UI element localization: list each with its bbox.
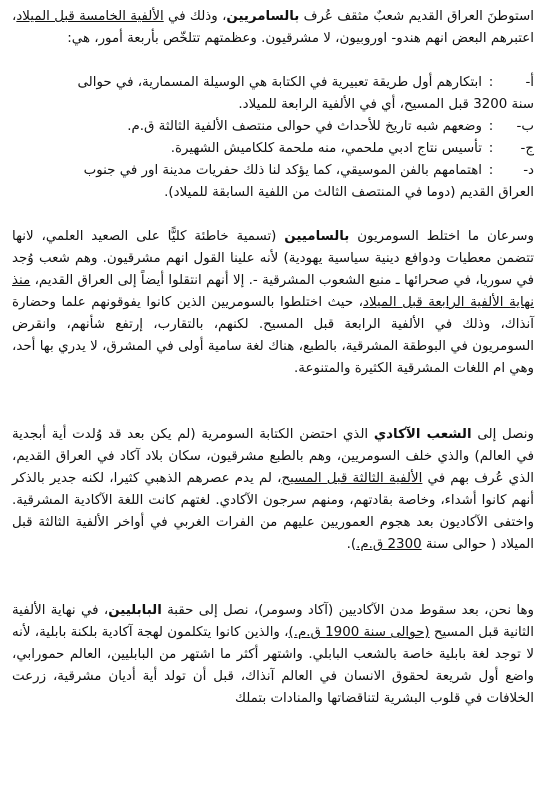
list-item-continuation: سنة 3200 قبل المسيح، أي في الألفية الرابعة للميلاد. (238, 97, 534, 112)
paragraph-text: ، في نهاية الألفية الثانية قبل المسيح (12, 603, 534, 640)
list-item-letter: ب- (516, 119, 534, 134)
list-item-alef (12, 72, 534, 94)
intro-text: استوطنَ العراق القديم شعبٌ مثقف عُرف (299, 9, 534, 24)
paragraph-text: ، والذين كانوا يتكلمون لهجة آكادية بلكنة بابلية، لأنه لا توجد لغة بابلية خاصة بالشعب البابلي. واشتهر أكثر ما اشتهر من البابليين، العالم حمورابي، واضع أول شريعة لحقوق الانسان في العالم آنذاك، قبل أن تولد أية أديان مشرقية، زرعت الخلافات في قلوب البشرية لتناقضاتها والمنادات بتملك (12, 625, 534, 706)
list-item-colon: : (488, 75, 494, 90)
list-item-ba (12, 116, 534, 138)
paragraph-text: ، حيث اختلطوا بالسومريين الذين كانوا يفوقونهم علما وحضارة آنذاك، وذلك في الألفية الرابعة قبل المسيح. لكنهم، بالتقارب، إرتفع شأنهم، وانقرض السومريون في البوطقة المشرقية، بالطبع، هناك لغة سامية أولى في المشرق، لا يدري بها أحد، وهي ام اللغات المشرقية الكثيرة والمتنوعة. (12, 295, 534, 376)
paragraph-akkadians (12, 424, 534, 556)
paragraph-text: وها نحن، بعد سقوط مدن الآكاديين (آكاد وسومر)، نصل إلى حقبة (161, 603, 534, 618)
paragraph-text: وسرعان ما اختلط السومريون (349, 229, 534, 244)
underlined-year: 2300 ق.م. (356, 537, 422, 552)
paragraph-babylonians (12, 600, 534, 710)
underlined-date-phrase: منذ نهاية الألفية الرابعة قبل الميلاد (12, 273, 534, 310)
list-item-text: ابتكارهم أول طريقة تعبيرية في الكتابة هي الوسيلة المسمارية، في حوالى (77, 75, 482, 90)
intro-text: ، اعتبرهم البعض انهم هندو- اوروبيون، لا مشرقيون. وعظمتهم تتلخّص بأربعة أمور، هي: (12, 9, 534, 46)
list-item-letter: د- (523, 163, 534, 178)
list-item-continuation: العراق القديم (دوما في المنتصف الثالث من اللفية السابقة للميلاد). (164, 185, 534, 200)
intro-text: ، وذلك في (163, 9, 227, 24)
list-item-letter: أ- (525, 75, 534, 90)
list-item-colon: : (488, 141, 494, 156)
underlined-date-phrase: الألفية الثالثة قبل المسيح (281, 471, 423, 486)
paragraph-text: (تسمية خاطئة كليًّا على الصعيد العلمي، لانها تتضمن معطيات ودوافع دينية سياسية يهودية) لأنه علينا القول انهم مشرقيون. وهم شعب وُجد في سوريا، في صحرائها ـ منبع الشعوب المشرقية -. إلا أنهم انتقلوا أيضاً إلى العراق القديم، (12, 229, 534, 288)
list-item-text: وضعهم شبه تاريخ للأحداث في حوالى منتصف الألفية الثالثة ق.م. (127, 119, 482, 134)
paragraph-text: الذي احتضن الكتابة السومرية (لم يكن بعد قد وُلدت أية أبجدية في العالم) والذي خلف السومريين، وهم بالطبع مشرقيون، سكان بلاد آكاد في العراق القديم، الذي عُرف بهم في (12, 427, 534, 486)
paragraph-semites (12, 226, 534, 380)
semites-term: بالساميين (284, 229, 350, 244)
paragraph-text: ونصل إلى (471, 427, 534, 442)
intro-millennium-underlined: الألفية الخامسة قبل الميلاد (16, 9, 164, 24)
list-item-dal (12, 160, 534, 182)
paragraph-text: ، لم يدم عصرهم الذهبي كثيرا، لكنه جدير بالذكر أنهم كانوا أشداء، وخاصة بقادتهم، ومنهم سرجون الآكادي. لغتهم كانت اللغة الآكادية المشرقية. واختفى الآكاديون بعد هجوم العموريين عليهم من الفرات الغربي في أواخر الألفية الثالثة قبل الميلاد ( حوالى سنة (12, 471, 534, 552)
paragraph-text: ). (346, 537, 357, 552)
list-item-colon: : (488, 163, 494, 178)
intro-sumerians-term: بالسامريين (226, 9, 300, 24)
akkadian-people-term: الشعب الآكادي (373, 427, 472, 442)
list-item-text: تأسيس نتاج ادبي ملحمي، منه ملحمة كلكاميش الشهيرة. (170, 141, 482, 156)
babylonians-term: البابليين (108, 603, 162, 618)
list-item-jim (12, 138, 534, 160)
list-item-letter: ج- (520, 141, 534, 156)
list-item-colon: : (488, 119, 494, 134)
underlined-year: (حوالى سنة 1900 ق.م.) (288, 625, 430, 640)
intro-paragraph (12, 6, 534, 50)
list-item-text: اهتمامهم بالفن الموسيقي، كما يؤكد لنا ذلك حفريات مدينة اور في جنوب (83, 163, 482, 178)
